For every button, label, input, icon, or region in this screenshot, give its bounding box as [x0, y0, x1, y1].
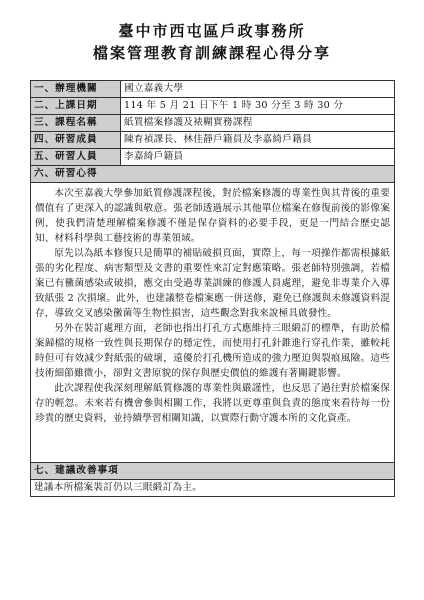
reflection-heading: 六、研習心得: [31, 166, 395, 183]
form-row-date: [31, 98, 395, 115]
form-row-suggestion-body: [31, 480, 395, 497]
form-row-organizer: [31, 81, 395, 98]
members-value: 陳育禎課長、林佳靜戶籍員及李嘉綺戶籍員: [121, 132, 395, 149]
reflection-body: [31, 183, 395, 463]
suggestion-heading: 七、建議改善事項: [31, 463, 395, 480]
reflection-paragraph: 另外在裝訂處理方面，老師也指出打孔方式應維持三眼緞訂的標準，有助於檔案歸檔的規格一致性與長期保存的穩定性，而使用打孔針錐進行穿孔作業，雖較耗時但可有效減少對紙張的破壞，遠優於打孔機所造成的強力壓迫與裂痕風險。這些技術細節雖微小，卻對文書原貌的保存與歷史價值的維護有著關鍵影響。: [35, 323, 390, 379]
attendee-label: 五、研習人員: [31, 149, 121, 166]
course-value: 紙質檔案修護及裱糊實務課程: [121, 115, 395, 132]
date-label: 二、上課日期: [31, 98, 121, 115]
organizer-value: 國立嘉義大學: [121, 81, 395, 98]
organizer-label: 一、辦理機關: [31, 81, 121, 98]
reflection-paragraph: 原先以為紙本修復只是簡單的補貼破損頁面，實際上，每一項操作都需根據紙張的劣化程度、病害類型及文書的重要性來訂定對應策略。張老師特別強調，若檔案已有黴菌感染或破損，應交由受過專業訓練的修護人員處理，避免非專業介入導致紙張 2 次損壞。此外，也建議整卷檔案應一併送修，避免已修護與未修護資料混存，導致交叉感染黴菌等生物性損害，這些觀念對我來說極具啟發性。: [35, 248, 390, 319]
form-row-reflection-heading: [31, 166, 395, 183]
form-row-suggestion-heading: [31, 463, 395, 480]
form-row-attendee: [31, 149, 395, 166]
form-row-course: [31, 115, 395, 132]
reflection-paragraph: 此次課程使我深刻理解紙質修護的專業性與嚴謹性，也反思了過往對於檔案保存的輕忽。未來若有機會參與相關工作，我將以更尊重與負責的態度來看待每一份珍貴的歷史資料，並持續學習相關知識，以實際行動守護本所的文化資產。: [35, 383, 390, 424]
suggestion-text: 建議本所檔案裝訂仍以三眼緞訂為主。: [31, 480, 395, 497]
course-label: 三、課程名稱: [31, 115, 121, 132]
date-value: 114 年 5 月 21 日下午 1 時 30 分至 3 時 30 分: [121, 98, 395, 115]
form-row-reflection-body: [31, 183, 395, 463]
members-label: 四、研習成員: [31, 132, 121, 149]
report-form-table: [30, 80, 395, 497]
reflection-paragraph: 本次至嘉義大學參加紙質修護課程後，對於檔案修護的專業性與其背後的重要價值有了更深入的認識與敬意。張老師透過展示其他單位檔案在修復前後的影像案例，使我們清楚理解檔案修護不僅是保存資料的必要手段，更是一門結合歷史認知、材料科學與工藝技術的專業領域。: [35, 188, 390, 244]
report-title: 檔案管理教育訓練課程心得分享: [92, 44, 331, 62]
office-title: 臺中市西屯區戶政事務所: [118, 22, 306, 40]
attendee-value: 李嘉綺戶籍員: [121, 149, 395, 166]
form-row-members: [31, 132, 395, 149]
